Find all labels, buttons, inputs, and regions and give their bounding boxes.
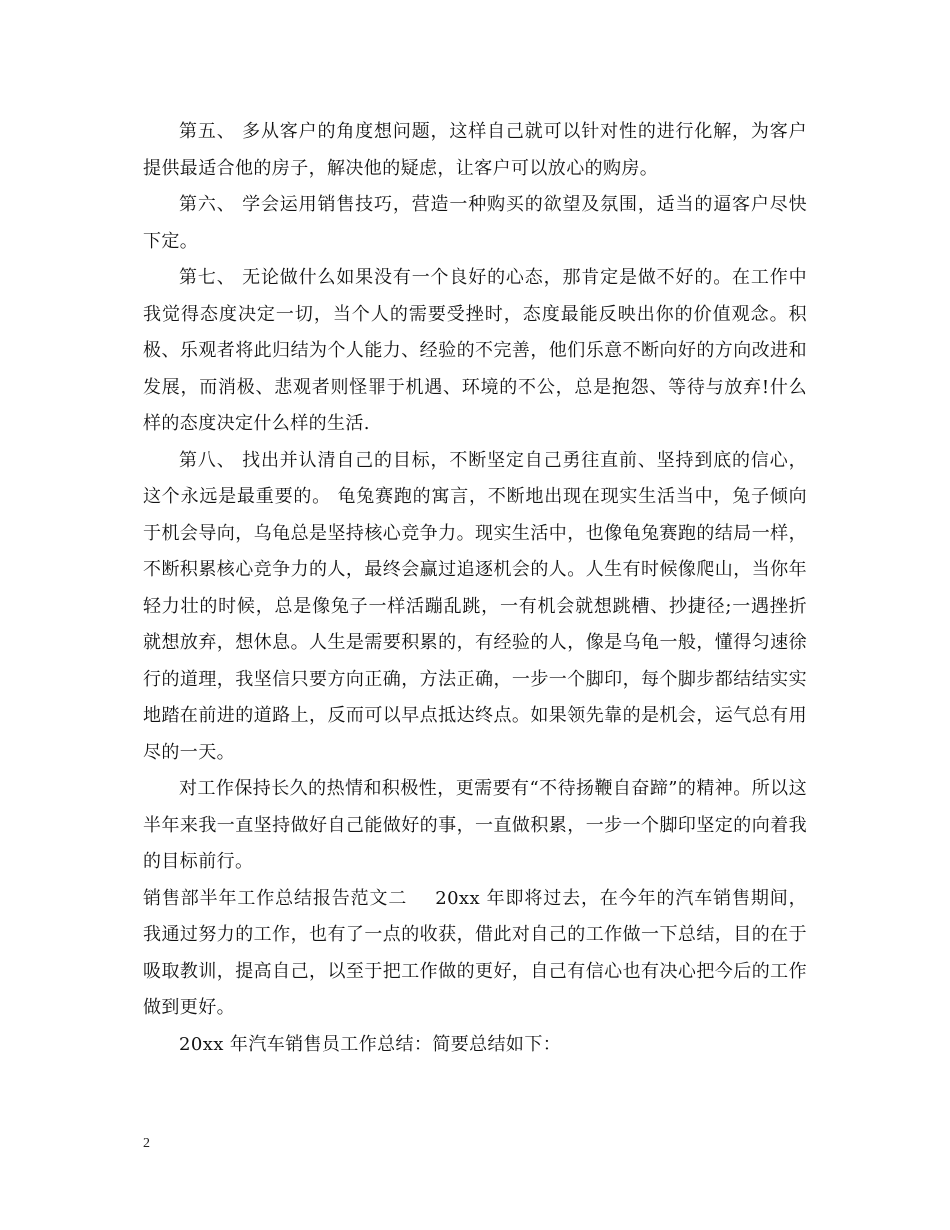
section-title: 销售部半年工作总结报告范文二 <box>143 887 408 909</box>
paragraph-work-attitude: 对工作保持长久的热情和积极性，更需要有“不待扬鞭自奋蹄”的精神。所以这半年来我一直坚持做好自己能做好的事，一直做积累，一步一个脚印坚定的向着我的目标前行。 <box>143 778 807 872</box>
section-two-intro <box>143 881 807 1027</box>
paragraph-5: 第五、 多从客户的角度想问题，这样自己就可以针对性的进行化解，为客户提供最适合他的房子，解决他的疑虑，让客户可以放心的购房。 <box>143 121 807 179</box>
page-number: 2 <box>143 1136 150 1151</box>
document-body <box>143 114 807 1063</box>
paragraph-8: 第八、 找出并认清自己的目标，不断坚定自己勇往直前、坚持到底的信心，这个永远是最重要的。 龟兔赛跑的寓言，不断地出现在现实生活当中，兔子倾向于机会导向，乌龟总是坚持核心竞争力。现实生活中，也像龟兔赛跑的结局一样，不断积累核心竞争力的人，最终会赢过追逐机会的人。人生有时候像爬山，当你年轻力壮的时候，总是像兔子一样活蹦乱跳，一有机会就想跳槽、抄捷径;一遇挫折就想放弃，想休息。人生是需要积累的，有经验的人，像是乌龟一般，懂得匀速徐行的道理，我坚信只要方向正确，方法正确，一步一个脚印，每个脚步都结结实实地踏在前进的道路上，反而可以早点抵达终点。如果领先靠的是机会，运气总有用尽的一天。 <box>143 449 807 763</box>
section-intro-text: 20xx 年即将过去，在今年的汽车销售期间，我通过努力的工作，也有了一点的收获，借此对自己的工作做一下总结，目的在于吸取教训，提高自己，以至于把工作做的更好，自己有信心也有决心把今后的工作做到更好。 <box>143 887 807 1018</box>
paragraph-6: 第六、 学会运用销售技巧，营造一种购买的欲望及氛围，适当的逼客户尽快下定。 <box>143 194 807 252</box>
paragraph-7: 第七、 无论做什么如果没有一个良好的心态，那肯定是做不好的。在工作中我觉得态度决定一切，当个人的需要受挫时，态度最能反映出你的价值观念。积极、乐观者将此归结为个人能力、经验的不完善，他们乐意不断向好的方向改进和发展，而消极、悲观者则怪罪于机遇、环境的不公，总是抱怨、等待与放弃!什么样的态度决定什么样的生活. <box>143 267 807 434</box>
closing-paragraph: 20xx 年汽车销售员工作总结：简要总结如下： <box>179 1033 562 1055</box>
